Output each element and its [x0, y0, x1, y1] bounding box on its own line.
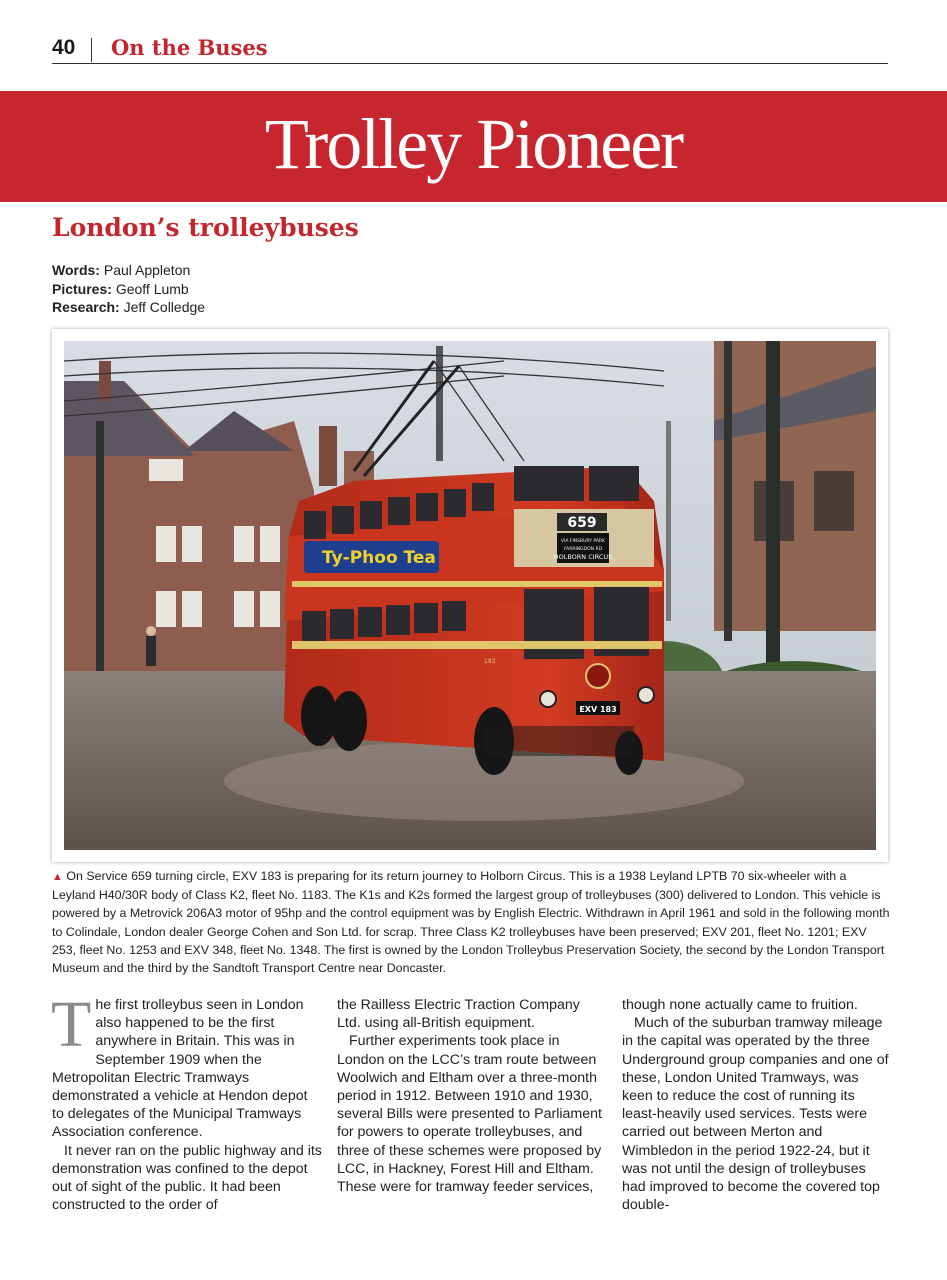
photo-caption: [52, 867, 890, 977]
drop-cap: T: [51, 988, 92, 1061]
destination-line-3: HOLBORN CIRCUS: [553, 553, 613, 561]
credit-pictures: Pictures: Geoff Lumb: [52, 280, 189, 297]
credits: [52, 261, 205, 317]
article-subtitle: London’s trolleybuses: [52, 213, 359, 242]
paragraph: though none actually came to fruition.: [622, 997, 858, 1013]
paragraph: he first trolleybus seen in London also happened to be the first anywhere in Britain. This was in September 1909 when the Metropolitan Electric Tramways demonstrated a vehicle at Hendon depot to delegates of the Municipal Tramways Association conference.: [52, 997, 308, 1141]
credit-research: Research: Jeff Colledge: [52, 299, 206, 315]
section-title: On the Buses: [111, 35, 268, 60]
paragraph: the Railless Electric Traction Company Ltd. using all-British equipment.: [337, 997, 580, 1032]
body-text: [51, 988, 890, 1226]
caption-text: On Service 659 turning circle, EXV 183 is preparing for its return journey to Holborn Circus. This is a 1938 Leyland LPTB 70 six-wheeler with a Leyland H40/30R body of Class K2, fleet No. 1183. The K1s and K2s formed the largest group of trolleybuses (300) delivered to London. This vehicle is powered by a Metrovick 206A3 motor of 95hp and the control equipment was by English Electric. Withdrawn in April 1961 and sold in the following month to Colindale, London dealer George Cohen and Son Ltd. for scrap. Three Class K2 trolleybuses have been preserved; EXV 201, fleet No. 1201; EXV 253, fleet No. 1253 and EXV 348, fleet No. 1348. The first is owned by the London Trolleybus Preservation Society, the second by the London Transport Museum and the third by the Sandtoft Transport Centre near Doncaster.: [52, 869, 890, 976]
fleet-number: 183: [484, 658, 496, 665]
column-2: [337, 996, 607, 1196]
destination-line-2: FARRINGDON RD: [563, 547, 603, 552]
ad-text: Ty-Phoo Tea: [322, 548, 436, 568]
photo-frame: [52, 329, 888, 862]
title-banner: [0, 91, 947, 202]
column-1: [51, 988, 322, 1214]
route-number: 659: [567, 515, 597, 531]
header-divider: [91, 38, 92, 62]
running-header: [52, 34, 888, 64]
paragraph: It never ran on the public highway and its demonstration was confined to the depot out of sight of the public. It had been constructed to the order of: [52, 1142, 322, 1214]
destination-line-1: VIA FINSBURY PARK: [560, 539, 606, 544]
column-3: [622, 996, 892, 1214]
credit-words: Words: Paul Appleton: [52, 262, 191, 278]
caption-marker-icon: ▲: [52, 871, 63, 883]
article-title: Trolley Pioneer: [264, 104, 683, 184]
trolleybus-photo: [64, 341, 876, 850]
registration-plate: EXV 183: [579, 705, 617, 714]
page-number: 40: [52, 36, 76, 59]
paragraph: Much of the suburban tramway mileage in the capital was operated by the three Underground group companies and one of these, London United Tramways, was keen to reduce the cost of running its least-heavily used services. Tests were carried out between Merton and Wimbledon in the period 1922-24, but it was not until the design of trolleybuses had improved to become the covered top double-: [622, 1015, 889, 1214]
paragraph: Further experiments took place in London on the LCC’s tram route between Woolwich and Eltham over a three-month period in 1912. Between 1910 and 1930, several Bills were presented to Parliament for powers to operate trolleybuses, and three of these schemes were proposed by LCC, in Hackney, Forest Hill and Eltham. These were for tramway feeder services,: [337, 1033, 602, 1196]
